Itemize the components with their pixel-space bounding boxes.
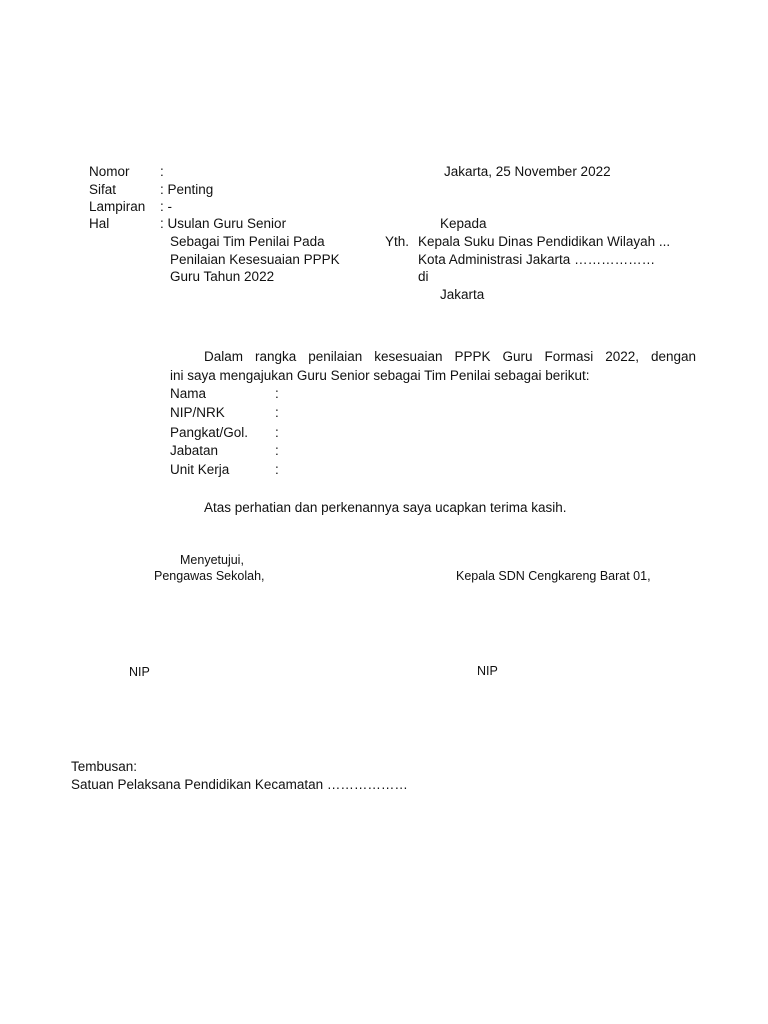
approve-label: Menyetujui,	[180, 553, 244, 567]
cc-label: Tembusan:	[71, 759, 138, 774]
right-signer-nip: NIP	[477, 664, 498, 678]
sifat-value: : Penting	[160, 182, 214, 197]
recipient-line-2: Kota Administrasi Jakarta ………………	[418, 252, 656, 267]
right-signer-title: Kepala SDN Cengkareng Barat 01,	[456, 569, 651, 583]
field-jabatan-label: Jabatan	[170, 443, 219, 458]
nomor-value: :	[160, 164, 164, 179]
left-signer-nip: NIP	[129, 665, 150, 679]
recipient-kepada: Kepada	[440, 216, 487, 231]
lampiran-value: : -	[160, 199, 172, 214]
closing-sentence: Atas perhatian dan perkenannya saya ucapkan terima kasih.	[204, 500, 567, 515]
hal-label: Hal	[89, 216, 110, 231]
sifat-label: Sifat	[89, 182, 117, 197]
intro-paragraph-cont: ini saya mengajukan Guru Senior sebagai Tim Penilai sebagai berikut:	[170, 368, 590, 383]
field-nama-label: Nama	[170, 386, 207, 401]
hal-line-1: : Usulan Guru Senior	[160, 216, 287, 231]
recipient-city: Jakarta	[440, 287, 485, 302]
hal-line-2: Sebagai Tim Penilai Pada	[170, 234, 325, 249]
field-pangkat-colon: :	[275, 425, 279, 440]
hal-line-4: Guru Tahun 2022	[170, 269, 275, 284]
field-unit-label: Unit Kerja	[170, 462, 230, 477]
left-signer-title: Pengawas Sekolah,	[154, 569, 265, 583]
field-nip-label: NIP/NRK	[170, 405, 225, 420]
recipient-line-1: Kepala Suku Dinas Pendidikan Wilayah ...	[418, 234, 671, 249]
field-pangkat-label: Pangkat/Gol.	[170, 425, 249, 440]
field-unit-colon: :	[275, 462, 279, 477]
lampiran-label: Lampiran	[89, 199, 146, 214]
recipient-yth: Yth.	[385, 234, 410, 249]
field-jabatan-colon: :	[275, 443, 279, 458]
hal-line-3: Penilaian Kesesuaian PPPK	[170, 252, 340, 267]
place-date: Jakarta, 25 November 2022	[444, 164, 611, 179]
field-nama-colon: :	[275, 386, 279, 401]
cc-line: Satuan Pelaksana Pendidikan Kecamatan ………………	[71, 777, 408, 792]
field-nip-colon: :	[275, 405, 279, 420]
intro-paragraph: Dalam rangka penilaian kesesuaian PPPK Guru Formasi 2022, dengan	[204, 349, 696, 364]
recipient-di: di	[418, 269, 429, 284]
nomor-label: Nomor	[89, 164, 130, 179]
